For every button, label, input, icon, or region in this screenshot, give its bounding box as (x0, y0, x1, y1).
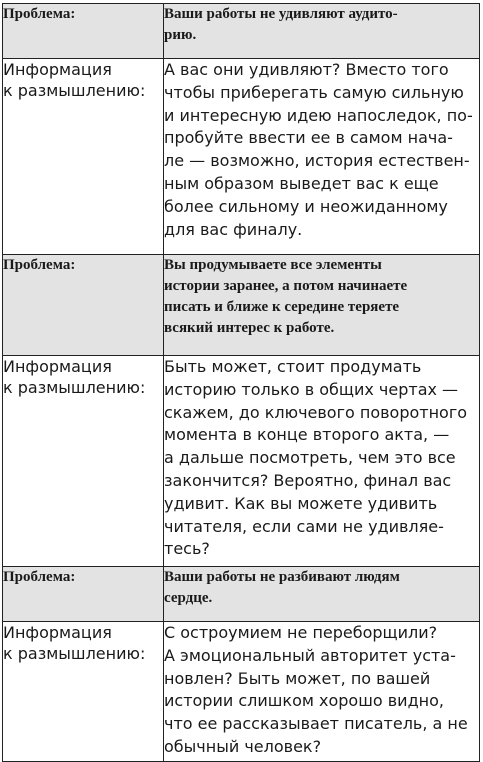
info-row (3, 59, 480, 255)
problem-label: Проблема: (3, 4, 164, 59)
problem-text-line: писать и ближе к середине теряете (164, 299, 400, 315)
problem-text-line: рию. (164, 27, 197, 43)
problem-text-line: Вы продумываете все элементы (164, 257, 382, 273)
info-text-line: а дальше посмотреть, чем это все (164, 448, 456, 468)
info-label (3, 59, 164, 255)
info-text-line: скажем, до ключевого поворотного (164, 402, 468, 422)
problem-text-line: всякий интерес к работе. (164, 320, 335, 336)
info-label-line: к размышлению: (3, 81, 146, 100)
info-text (164, 59, 480, 255)
info-text-line: тесь? (164, 539, 210, 559)
info-text-line: С остроумием не переборщили? (164, 623, 438, 642)
info-label-line: Информация (3, 60, 112, 79)
info-text-line: ным образом выведет вас к еще (164, 173, 439, 193)
problem-row (3, 567, 480, 622)
info-text-line: пробуйте ввести ее в самом нача- (164, 128, 453, 148)
info-text-line: А эмоциональный авторитет уста- (164, 645, 456, 665)
problem-label: Проблема: (3, 567, 164, 622)
info-text-line: что ее рассказывает писатель, а не (164, 714, 468, 734)
info-row (3, 356, 480, 567)
info-text (164, 356, 480, 567)
info-text-line: закончится? Вероятно, финал вас (164, 470, 452, 490)
info-text-line: истории слишком хорошо видно, (164, 691, 444, 711)
info-text-line: Быть может, стоит продумать (164, 357, 422, 376)
problem-text-line: истории заранее, а потом начинаете (164, 278, 408, 294)
info-text-line: и интересную идею напоследок, по- (164, 105, 473, 125)
info-text-line: для вас финалу. (164, 219, 303, 239)
problem-label: Проблема: (3, 255, 164, 356)
info-row (3, 622, 480, 762)
info-label (3, 356, 164, 567)
info-label-line: к размышлению: (3, 644, 146, 663)
info-text-line: удивит. Как вы можете удивить (164, 493, 438, 513)
advice-table (2, 3, 480, 762)
problem-text (164, 567, 480, 622)
info-text-line: историю только в общих чертах — (164, 379, 459, 399)
info-label (3, 622, 164, 762)
info-text-line: новлен? Быть может, по вашей (164, 668, 431, 688)
info-text-line: более сильному и неожиданному (164, 196, 448, 216)
info-text-line: А вас они удивляют? Вместо того (164, 60, 449, 79)
info-text-line: обычный человек? (164, 736, 322, 756)
info-label-line: к размышлению: (3, 378, 146, 397)
info-text-line: момента в конце второго акта, — (164, 425, 450, 445)
problem-text (164, 255, 480, 356)
info-text-line: ле — возможно, история естествен- (164, 151, 470, 171)
info-text-line: читателя, если сами не удивляе- (164, 516, 444, 536)
info-text (164, 622, 480, 762)
problem-row (3, 4, 480, 59)
problem-text-line: Ваши работы не удивляют аудито- (164, 6, 398, 22)
problem-text (164, 4, 480, 59)
problem-text-line: сердце. (164, 590, 213, 606)
problem-row (3, 255, 480, 356)
problem-text-line: Ваши работы не разбивают людям (164, 569, 400, 585)
info-label-line: Информация (3, 357, 112, 376)
info-label-line: Информация (3, 623, 112, 642)
info-text-line: чтобы приберегать самую сильную (164, 82, 464, 102)
